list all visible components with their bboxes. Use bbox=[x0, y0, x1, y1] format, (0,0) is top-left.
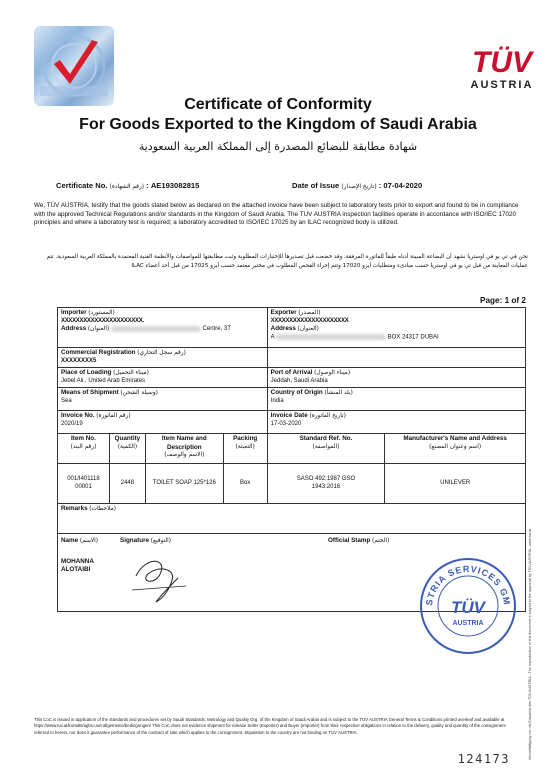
signatory-name: Name (الاسم) bbox=[61, 537, 98, 544]
shipment-value: Sea bbox=[61, 397, 72, 404]
serial-number: 124173 bbox=[457, 752, 510, 766]
importer-cell: Importer (المستورد) XXXXXXXXXXXXXXXXXXXXXX. Address (العنوان) Centre, 3T bbox=[58, 308, 268, 348]
handwritten-signature bbox=[126, 546, 196, 606]
stamp-sub: AUSTRIA bbox=[452, 620, 484, 627]
shipment-cell: Means of Shipment (وسيلة الشحن) Sea bbox=[58, 388, 268, 411]
invoice-date-value: 17-03-2020 bbox=[270, 420, 302, 427]
arrival-cell: Port of Arrival (ميناء الوصول) Jeddah, Saudi Arabia bbox=[267, 368, 525, 388]
title-line-1: Certificate of Conformity bbox=[184, 96, 372, 113]
col-header-standard: Standard Ref. No. (المواصفة) bbox=[267, 434, 385, 464]
loading-cell: Place of Loading (ميناء التحميل) Jebel Ali , United Arab Emirates bbox=[58, 368, 268, 388]
commercial-row bbox=[58, 348, 526, 368]
date-value: : 2020-04-07 bbox=[378, 181, 423, 190]
stamp-arc-text: STRIA SERVICES GM bbox=[423, 563, 513, 607]
intro-english: We, TÜV AUSTRIA, testify that the goods stated below as declared on the attached invoice have been subject to laboratory tests prior to export and found to be in compliance with the approved Technical Regulations and/or standards in the Kingdom of Saudi Arabia. The TUV AUSTRIA inspection facilities operate in accordance with ISO/IEC 17020 principles and where a laboratory test is required; a laboratory accredited to ISO/IEC 17025 by an ILAC recognized body is utilized. bbox=[34, 202, 519, 227]
invoice-row bbox=[58, 411, 526, 434]
hologram-seal bbox=[34, 26, 114, 106]
col-header-quantity: Quantity (الكمية) bbox=[109, 434, 145, 464]
column-header-row bbox=[58, 434, 526, 464]
commercial-reg-cell: Commercial Registration (رقم سجل التجاري) XXXXXXXX5 bbox=[58, 348, 268, 368]
exporter-cell: Exporter (المصدر) XXXXXXXXXXXXXXXXXXXXX Address (العنوان) A BOX 24317 DUBAI bbox=[267, 308, 525, 348]
col-header-packing: Packing (التعبئة) bbox=[223, 434, 267, 464]
official-stamp bbox=[418, 556, 518, 656]
cell-manufacturer: UNILEVER bbox=[385, 464, 526, 504]
cert-label: Certificate No. bbox=[56, 181, 108, 190]
table-row bbox=[58, 464, 526, 504]
intro-arabic: نحن في تي يو في اوستريا نشهد أن البضاعة المبينة أدناه طبقاً للفاتورة المرفقة، وقد خضعت قبل تصديرها للإختبارات المطلوبة وثبت مطابقتها للمواصفات والأنظمة الفنية المعتمدة بالمملكة العربية السعودية. تتم عمليات المعاينة من قبل تي يو في اوستريا حسب مبادىء ومتطلبات أيزو 17020 وتتم إجراء الفحص المطلوب في مختبر معتمد حسب أيزو 17025 من قبل أحد أعضاء ILAC bbox=[46, 254, 528, 269]
loading-value: Jebel Ali , United Arab Emirates bbox=[61, 377, 146, 384]
cert-value: AE193082815 bbox=[150, 181, 200, 190]
tuv-austria-logo bbox=[462, 38, 542, 94]
signature-label: Signature (التوقيع) bbox=[120, 537, 171, 544]
importer-name: XXXXXXXXXXXXXXXXXXXXXX. bbox=[61, 317, 144, 324]
commercial-reg-value: XXXXXXXX5 bbox=[61, 357, 97, 364]
cell-description: TOILET SOAP 125*126 bbox=[145, 464, 223, 504]
origin-value: India bbox=[270, 397, 284, 404]
date-of-issue bbox=[292, 181, 422, 190]
parties-row bbox=[58, 308, 526, 348]
invoice-date-cell: Invoice Date (تاريخ الفاتورة) 17-03-2020 bbox=[267, 411, 525, 434]
certificate-number: Certificate No. (رقم الشهادة) : AE193082815 bbox=[56, 181, 200, 190]
invoice-no-value: 2020/19 bbox=[61, 420, 83, 427]
importer-address: Centre, 3T bbox=[202, 326, 231, 333]
arrival-value: Jeddah, Saudi Arabia bbox=[270, 377, 328, 384]
invoice-no-cell: Invoice No. (رقم الفاتورة) 2020/19 bbox=[58, 411, 268, 434]
col-header-item-name: Item Name and Description (الاسم والوصف) bbox=[145, 434, 223, 464]
cell-quantity: 2448 bbox=[109, 464, 145, 504]
page-indicator: Page: 1 of 2 bbox=[480, 296, 526, 305]
ports-row bbox=[58, 368, 526, 388]
cert-label-ar: (رقم الشهادة) bbox=[109, 184, 145, 190]
official-stamp-label: Official Stamp (الختم) bbox=[328, 537, 390, 544]
cell-standard: SASO 492:1987 GSO 1943:2016 bbox=[267, 464, 385, 504]
col-header-item-no: Item No. (رقم البند) bbox=[58, 434, 110, 464]
logo-sub: AUSTRIA bbox=[470, 79, 534, 91]
shipment-row bbox=[58, 388, 526, 411]
exporter-name: XXXXXXXXXXXXXXXXXXXXX bbox=[270, 317, 349, 324]
logo-word: TÜV bbox=[472, 46, 532, 79]
footer-disclaimer: This CoC is issued in application of the standards and procedures set by Saudi Standards, Metrology and Quality Org. of the Kingdom of Saudi Arabia and is subject to the TUV AUSTRIA General Terms & Conditions printed overleaf and available at https://www.tuv.at/kontakt/agbs-und-allgemeine/bedingungen/ This CoC does not evidence shipment for release Seller (Exporter) and Buyer (Importer) from their respective obligations in relation to the delivery, quality and quantity of the consignment referred to herein, nor does it guarantee performance of the contract of sale which applies to the consignment. Stipulation to the country are not binding on TUV AUSTRIA. bbox=[34, 717, 506, 735]
origin-cell: Country of Origin (بلد المنشأ) India bbox=[267, 388, 525, 411]
stamp-word: TÜV bbox=[451, 598, 485, 617]
title-arabic: شهادة مطابقة للبضائع المصدرة إلى المملكة العربية السعودية bbox=[138, 140, 418, 153]
signatory-name-value: MOHANNA ALOTAIBI bbox=[61, 558, 94, 574]
date-label: Date of Issue bbox=[292, 181, 340, 190]
date-label-ar: (تاريخ الإصدار) bbox=[341, 184, 377, 190]
exporter-address: BOX 24317 DUBAI bbox=[387, 334, 439, 341]
remarks-row bbox=[58, 504, 526, 534]
cell-item-no: 001/I401118 00001 bbox=[58, 464, 110, 504]
cell-packing: Box bbox=[223, 464, 267, 504]
col-header-manufacturer: Manufacturer's Name and Address (اسم وعنوان المصنع) bbox=[385, 434, 526, 464]
side-note: Vervielfältigung nur mit Erlaubnis des TÜV AUSTRIA - The reproduction of this document is subject to the approval by TÜV AUSTRIA - www.tuv.at bbox=[528, 528, 532, 760]
hologram-check-icon bbox=[34, 26, 114, 106]
title-line-2: For Goods Exported to the Kingdom of Saudi Arabia bbox=[79, 116, 477, 133]
remarks-cell: Remarks (ملاحظات) bbox=[58, 504, 526, 534]
